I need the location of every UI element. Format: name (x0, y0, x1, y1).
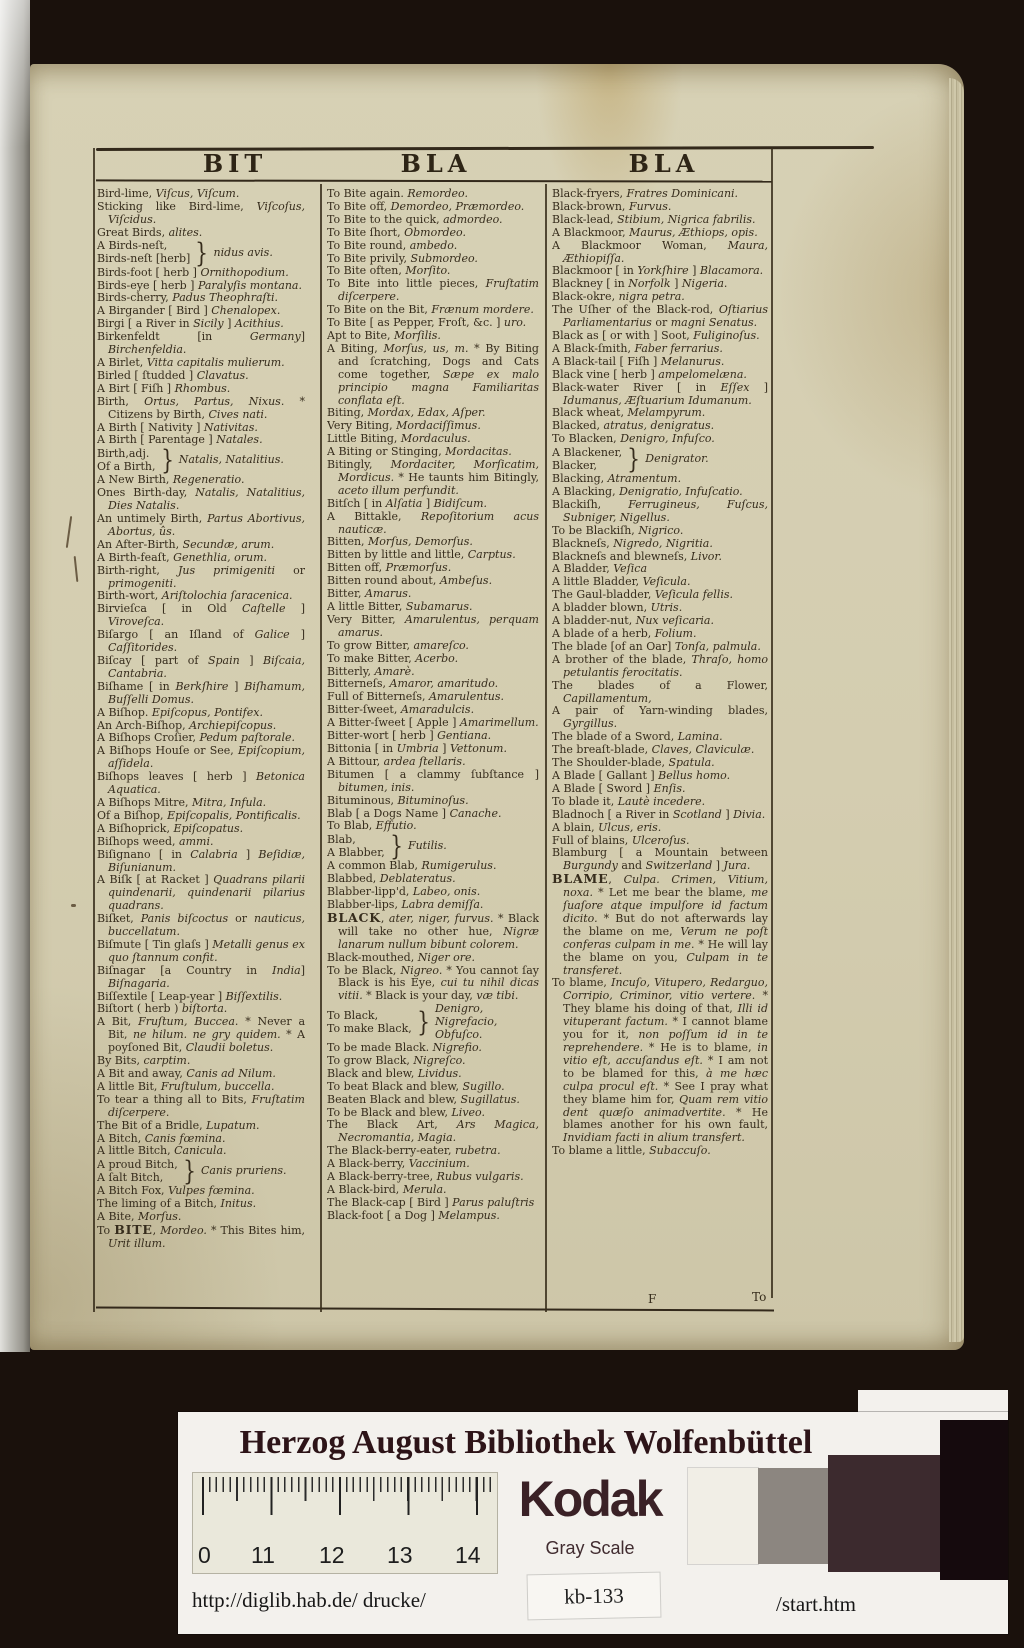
dictionary-entry: A Bit and away, Canis ad Nilum. (97, 1067, 276, 1080)
dictionary-entry: Bitumen [ a clammy ſubſtance ] bitumen, inis. (327, 767, 539, 794)
dictionary-entry: Blackneſs, Nigredo, Nigritia. (552, 536, 713, 550)
dictionary-entry: The breaſt-blade, Claves, Claviculæ. (552, 743, 755, 757)
dictionary-entry: Black wheat, Melampyrum. (552, 406, 706, 420)
dictionary-entry: Black-brown, Furvus. (552, 199, 672, 213)
dictionary-column-2 (327, 188, 539, 1312)
dictionary-entry: Bird-lime, Viſcus, Viſcum. (97, 188, 240, 200)
ruler-major-ticks (202, 1477, 493, 1515)
dictionary-entry: Bitterly, Amarè. (327, 664, 415, 678)
dictionary-entry: A Biſk [ at Racket ] Quadrans pilarii quindenarii, quindenarii pilarius quadrans. (97, 873, 305, 913)
dictionary-entry: Blamburg [ a Mountain between Burgundy and Switzerland ] Jura. (552, 846, 768, 873)
dictionary-entry: Full of blains, Ulceroſus. (552, 833, 690, 847)
dictionary-entry: To blade it, Lautè incedere. (552, 794, 706, 808)
dictionary-entry: Black-lead, Stibium, Nigrica fabrilis. (552, 212, 756, 226)
dictionary-entry: A common Blab, Rumigerulus. (327, 859, 497, 873)
gray-scale-patch-dark (828, 1455, 940, 1572)
dictionary-column-3 (552, 188, 768, 1312)
dictionary-entry: A little Bit, Fruſtulum, buccella. (97, 1079, 275, 1093)
dictionary-entry: Blackmoor [ in Yorkſhire ] Blacamora. (552, 264, 764, 278)
dictionary-entry: To Blacken, Denigro, Infuſco. (552, 432, 715, 446)
dictionary-entry: A Bitter-ſweet [ Apple ] Amarimellum. (327, 716, 539, 730)
dictionary-entry: Apt to Bite, Morſilis. (327, 328, 441, 342)
dictionary-entry: To Bite ſhort, Obmordeo. (327, 225, 466, 239)
dictionary-entry: A Birth [ Nativity ] Nativitas. (97, 420, 258, 434)
dictionary-entry: A Bladder, Veſica (552, 562, 648, 576)
column-divider-1 (320, 184, 322, 1312)
dictionary-entry: The blades of a Flower, Capillamentum, (552, 678, 768, 705)
running-head-bit: BIT (202, 149, 268, 178)
dictionary-entry: Beaten Black and blew, Sugillatus. (327, 1092, 520, 1106)
dictionary-entry: A bladder blown, Utris. (552, 601, 683, 615)
dictionary-entry: A blade of a herb, Folium. (552, 627, 697, 640)
dictionary-entry: Bitingly, Mordaciter, Morſicatim, Mordicus. * He taunts him Bitingly, aceto illum perfundit. (327, 458, 539, 497)
dictionary-entry: A blain, Ulcus, eris. (552, 820, 662, 834)
dictionary-entry: Bitſch [ in Alſatia ] Bidiſcum. (327, 496, 488, 510)
dictionary-entry: Black and blew, Lividus. (327, 1066, 462, 1080)
dictionary-entry: Biſargo [ an Iſland of Galice ] Caſſitorides. (97, 628, 305, 655)
dictionary-entry: Very Bitter, Amarulentus, perquam amarus. (327, 612, 539, 639)
running-head-bla-1: BLA (400, 149, 472, 178)
dictionary-entry: Blacking, Atramentum. (552, 472, 682, 486)
dictionary-entry: Birth-right, Jus primigeniti or primogeniti. (97, 563, 305, 590)
dictionary-entry: A Biting, Morſus, us, m. * By Biting and ſcratching, Dogs and Cats come together, Sæpe ex malo principio magna Familiaritas conflata eſt. (327, 341, 539, 407)
dictionary-entry: A Black-berry-tree, Rubus vulgaris. (327, 1170, 524, 1184)
signature-mark: F (648, 1292, 657, 1306)
dictionary-entry: A brother of the blade, Thraſo, homo petulantis ferocitatis. (552, 652, 768, 679)
dictionary-entry: Bladnoch [ a River in Scotland ] Divia. (552, 807, 766, 821)
dictionary-entry: Little Biting, Mordaculus. (327, 432, 471, 446)
dictionary-entry: Blabber-lipp'd, Labeo, onis. (327, 885, 481, 899)
dictionary-entry: Biſhops weed, ammi. (97, 834, 214, 848)
dictionary-entry: Birds-foot [ herb ] Ornithopodium. (97, 265, 289, 279)
dictionary-entry: Bituminous, Bituminoſus. (327, 793, 469, 807)
dictionary-entry: To Bite round, ambedo. (327, 238, 458, 252)
dictionary-entry: Blackney [ in Norfolk ] Nigeria. (552, 277, 728, 291)
dictionary-entry: A Bit, Fruſtum, Buccea. * Never a Bit, ne hilum. ne gry quidem. * A poyſoned Bit, Claudii boletus. (97, 1015, 305, 1055)
dictionary-entry: To make Bitter, Acerbo. (327, 651, 459, 665)
dictionary-entry: To grow Bitter, amareſco. (327, 638, 469, 652)
dictionary-entry: Birds-eye [ herb ] Paralyſis montana. (97, 278, 302, 292)
dictionary-entry: Biſhame [ in Berkſhire ] Biſhamum, Buſſelli Domus. (97, 679, 305, 706)
dictionary-entry: A little Bladder, Veſicula. (552, 575, 691, 589)
dictionary-entry: To tear a thing all to Bits, Fruſtatim diſcerpere. (97, 1092, 305, 1119)
dictionary-entry-braced: Blab, A Blabber, } Futilis. (327, 831, 447, 863)
dictionary-entry: Ones Birth-day, Natalis, Natalitius, Dies Natalis. (97, 486, 305, 513)
dictionary-entry: A Blade [ Sword ] Enſis. (552, 781, 686, 795)
dictionary-entry: A Black-tail [ Fiſh ] Melanurus. (552, 354, 725, 368)
dictionary-entry: A Blackmoor, Maurus, Æthiops, opis. (552, 225, 758, 239)
kodak-logo: Kodak (518, 1471, 662, 1527)
dictionary-entry: A Bitch, Canis fœmina. (97, 1131, 226, 1145)
dictionary-entry: A Birth-feaſt, Genethlia, orum. (97, 550, 268, 564)
book-page (30, 64, 964, 1350)
start-page-path: /start.htm (776, 1592, 856, 1616)
dictionary-entry: A Biſhop. Epiſcopus, Pontifex. (97, 705, 263, 719)
dictionary-entry: A Biſhoprick, Epiſcopatus. (97, 821, 244, 835)
dictionary-entry: By Bits, carptim. (97, 1054, 191, 1068)
dictionary-entry: To be made Black. Nigrefio. (327, 1041, 482, 1054)
dictionary-entry: Bitter-ſweet, Amaradulcis. (327, 703, 475, 717)
dictionary-entry: A Bite, Morſus. (97, 1210, 182, 1224)
dictionary-entry: A Biting or Stinging, Mordacitas. (327, 445, 512, 459)
dictionary-entry: Biſtort ( herb ) biſtorta. (97, 1002, 228, 1016)
gray-scale-label: Gray Scale (545, 1538, 635, 1558)
ruler-number: 14 (455, 1542, 481, 1568)
dictionary-entry: To be Blackiſh, Nigrico. (552, 523, 684, 537)
dictionary-entry: Blackiſh, Ferrugineus, Fuſcus, Subniger, Nigellus. (552, 497, 768, 524)
dictionary-entry: A Bittakle, Repoſitorium acus nauticæ. (327, 509, 539, 536)
dictionary-entry-braced: A proud Bitch, A ſalt Bitch, } Canis pruriens. (97, 1156, 287, 1188)
library-name: Herzog August Bibliothek Wolfenbüttel (239, 1424, 813, 1461)
library-url: http://diglib.hab.de/ drucke/ (192, 1588, 426, 1612)
dictionary-entry: Biſhops leaves [ herb ] Betonica Aquatica. (97, 770, 305, 797)
dictionary-entry: An Arch-Biſhop, Archiepiſcopus. (97, 718, 277, 732)
dictionary-entry: A Birlet, Vitta capitalis mulierum. (97, 355, 285, 369)
dictionary-entry: To Bite into little pieces, Fruſtatim diſcerpere. (327, 277, 539, 304)
shelfmark-label: kb-133 (528, 1573, 661, 1620)
dictionary-entry: A Black-ſmith, Faber ferrarius. (552, 341, 723, 355)
dictionary-entry: The blade [of an Oar] Tonſa, palmula. (552, 639, 761, 653)
dictionary-entry: A Birth [ Parentage ] Natales. (97, 433, 263, 447)
dictionary-entry: To Bite often, Morſito. (327, 264, 451, 278)
dictionary-entry: A Blackmoor Woman, Maura, Æthiopiſſa. (552, 238, 768, 265)
dictionary-entry: BLAME, Culpa. Crimen, Vitium, noxa. * Let me bear the blame, me ſuaſore atque impulſore id factum dicito. * But do not afterwards lay the blame on me, Verum ne poſt conferas culpam in me. * He will lay the blame on you, Culpam in te transferet. (552, 871, 768, 977)
ruler-number: 13 (387, 1542, 413, 1568)
dictionary-entry-braced: Birth,adj. Of a Birth, } Natalis, Natalitius. (97, 445, 284, 477)
gray-scale-patch-black (940, 1420, 1008, 1580)
dictionary-entry: Bitter, Amarus. (327, 587, 412, 601)
dictionary-entry: Blacked, atratus, denigratus. (552, 419, 715, 433)
dictionary-entry-braced: A Blackener, Blacker, } Denigrator. (552, 444, 709, 476)
dictionary-entry: Bitter-wort [ herb ] Gentiana. (327, 729, 492, 743)
dictionary-entry: Birkenfeldt [in Germany] Birchenfeldia. (97, 330, 305, 357)
dictionary-entry: Very Biting, Mordaciſſimus. (327, 419, 481, 433)
dictionary-entry: Sticking like Bird-lime, Viſcoſus, Viſcidus. (97, 199, 305, 226)
dictionary-entry: To grow Black, Nigreſco. (327, 1053, 466, 1067)
dictionary-entry: A Birgander [ Bird ] Chenalopex. (97, 304, 281, 318)
dictionary-entry: To Bite again. Remordeo. (327, 188, 468, 200)
dictionary-entry: A pair of Yarn-winding blades, Gyrgillus. (552, 704, 768, 731)
measuring-ruler (192, 1472, 498, 1574)
dictionary-entry: To blame a little, Subaccuſo. (552, 1144, 711, 1158)
dictionary-entry: To blame, Incuſo, Vitupero, Redarguo, Corripio, Criminor, vitio vertere. * They blame his doing of that, Illi id vituperant factum. * I cannot blame you for it, non poſſum id in te reprehendere. * He is to blame, in vitio eſt, accuſandus eſt. * I am not to be blamed for this, à me hæc culpa procul eſt. * See I pray what they blame him for, Quam rem vitio dent quæſo animadvertite. * He blames another for his own fault, Invidiam facti in alium transfert. (552, 976, 768, 1145)
dictionary-entry: A little Bitter, Subamarus. (327, 600, 473, 613)
dictionary-entry: To be Black and blew, Liveo. (327, 1105, 485, 1119)
ruler-number: 11 (251, 1542, 275, 1568)
dictionary-entry-braced: A Birds-neſt, Birds-neſt [herb] } nidus avis. (97, 237, 273, 269)
dictionary-entry: Biſket, Panis biſcoctus or nauticus, buccellatum. (97, 912, 305, 939)
dictionary-entry: Blab [ a Dogs Name ] Canache. (327, 806, 502, 820)
dictionary-entry: Biſmute [ Tin glaſs ] Metalli genus ex quo ſtannum confit. (97, 937, 305, 964)
dictionary-entry: Birds-cherry, Padus Theophraſti. (97, 291, 279, 305)
dictionary-entry: The Shoulder-blade, Spatula. (552, 756, 715, 770)
ruler-number: 12 (319, 1542, 345, 1568)
margin-ink-mark (66, 516, 72, 548)
dictionary-entry: Biſignano [ in Calabria ] Beſidiæ, Biſunianum. (97, 847, 305, 874)
text-frame-right-rule (771, 148, 773, 1298)
dictionary-entry: To Blab, Effutio. (327, 819, 417, 833)
dictionary-entry: Black-okre, nigra petra. (552, 290, 685, 304)
dictionary-entry: Blabbed, Deblateratus. (327, 872, 456, 886)
dictionary-entry: Birth, Ortus, Partus, Nixus. * Citizens by Birth, Cives nati. (97, 394, 305, 421)
dictionary-entry: Black-fryers, Fratres Dominicani. (552, 188, 739, 200)
dictionary-entry: To Bite off, Demordeo, Præmordeo. (327, 199, 525, 213)
dictionary-entry: Black-mouthed, Niger ore. (327, 950, 476, 964)
dictionary-entry: A Biſhops Croſier, Pedum paſtorale. (97, 731, 295, 745)
dictionary-entry: BLACK, ater, niger, furvus. * Black will take no other hue, Nigræ lanarum nullum bibunt colorem. (327, 909, 539, 951)
margin-ink-mark (71, 904, 76, 907)
dictionary-entry: The Black-cap [ Bird ] Parus paluſtris (327, 1195, 535, 1209)
dictionary-entry: To Bite on the Bit, Frænum mordere. (327, 303, 534, 317)
dictionary-entry: Birvieſca [ in Old Caſtelle ] Viroveſca. (97, 602, 305, 629)
column-divider-2 (545, 184, 547, 1312)
dictionary-entry: A New Birth, Regeneratio. (97, 473, 245, 487)
text-frame-left-rule (93, 148, 95, 1312)
dictionary-entry: Bitten off, Præmorſus. (327, 561, 452, 575)
dictionary-entry: Blackneſs and blewneſs, Livor. (552, 549, 722, 563)
dictionary-entry: Biſſextile [ Leap-year ] Biſſextilis. (97, 989, 283, 1003)
dictionary-entry: The blade of a Sword, Lamina. (552, 730, 723, 744)
margin-ink-mark (74, 556, 79, 582)
header-rule-bottom (96, 179, 772, 182)
dictionary-entry: To BITE, Mordeo. * This Bites him, Urit illum. (97, 1222, 305, 1250)
dictionary-entry: A little Bitch, Canicula. (97, 1144, 227, 1158)
dictionary-entry: The Bit of a Bridle, Lupatum. (97, 1118, 260, 1132)
ruler-number: 0 (198, 1542, 211, 1568)
dictionary-entry: Blabber-lips, Labra demiſſa. (327, 898, 484, 912)
gray-scale-patch-light (688, 1468, 758, 1564)
dictionary-entry: Black-water River [ in Eſſex ] Idumanus, Æſtuarium Idumanum. (552, 380, 768, 407)
dictionary-entry: A Bitch Fox, Vulpes fœmina. (97, 1184, 255, 1198)
dictionary-entry: The Uſher of the Black-rod, Oſtiarius Parliamentarius or magni Senatus. (552, 303, 768, 330)
dictionary-entry: Bitten round about, Ambeſus. (327, 574, 493, 588)
dictionary-entry: A Bittour, ardea ſtellaris. (327, 754, 466, 768)
dictionary-entry: To be Black, Nigreo. * You cannot ſay Black is his Eye, cui tu nihil dicas vitii. * Black is your day, væ tibi. (327, 963, 539, 1003)
dictionary-entry: Birgi [ a River in Sicily ] Acithius. (97, 317, 284, 331)
dictionary-entry: An untimely Birth, Partus Abortivus, Abortus, ûs. (97, 512, 305, 538)
dictionary-entry: Biting, Mordax, Edax, Aſper. (327, 406, 486, 420)
dictionary-entry: Black vine [ herb ] ampelomelæna. (552, 367, 747, 381)
dictionary-entry: Great Birds, alites. (97, 225, 203, 239)
dictionary-entry: Bitten, Morſus, Demorſus. (327, 535, 473, 549)
dictionary-entry: Biſcay [ part of Spain ] Biſcaia, Cantabria. (97, 654, 305, 680)
dictionary-entry: The Gaul-bladder, Veſicula fellis. (552, 588, 733, 602)
dictionary-entry: Bitten by little and little, Carptus. (327, 548, 516, 562)
dictionary-entry: To beat Black and blew, Sugillo. (327, 1079, 505, 1093)
dictionary-entry: Bittonia [ in Umbria ] Vettonum. (327, 741, 507, 755)
running-head-bla-2: BLA (628, 149, 700, 178)
dictionary-entry: The liming of a Bitch, Initus. (97, 1197, 257, 1211)
gray-scale-patch-gray (758, 1468, 828, 1564)
catchword: To (752, 1290, 767, 1304)
dictionary-entry: The Black-berry-eater, rubetra. (327, 1144, 501, 1158)
dictionary-entry: A bladder-nut, Nux veſicaria. (552, 614, 714, 628)
dictionary-column-1 (97, 188, 305, 1312)
dictionary-entry: A Biſhops Houſe or See, Epiſcopium, aſſidela. (97, 744, 305, 771)
book-page-edges-right (949, 78, 964, 1342)
dictionary-entry: To Bite privily, Submordeo. (327, 251, 478, 265)
dictionary-entry: A Blade [ Gallant ] Bellus homo. (552, 768, 731, 782)
dictionary-entry: Biſnagar [a Country in India] Biſnagaria. (97, 963, 305, 990)
dictionary-entry: Full of Bitterneſs, Amarulentus. (327, 690, 505, 704)
dictionary-entry: Black as [ or with ] Soot, Fuliginoſus. (552, 328, 760, 342)
book-page-edges-left (0, 0, 30, 1352)
dictionary-entry: A Blacking, Denigratio, Infuſcatio. (552, 485, 743, 499)
dictionary-entry: A Birt [ Fiſh ] Rhombus. (97, 381, 231, 395)
dictionary-entry: A Black-bird, Merula. (327, 1182, 447, 1196)
dictionary-entry-braced: To Black, To make Black, } Denigro, Nigrefacio, Obfuſco. (327, 1002, 498, 1042)
dictionary-entry: A Biſhops Mitre, Mitra, Infula. (97, 795, 267, 809)
dictionary-entry: An After-Birth, Secundæ, arum. (97, 537, 275, 551)
dictionary-entry: Of a Biſhop, Epiſcopalis, Pontificalis. (97, 808, 301, 822)
dictionary-entry: The Black Art, Ars Magica, Necromantia, Magia. (327, 1118, 539, 1145)
dictionary-entry: Birth-wort, Ariſtolochia ſaracenica. (97, 589, 293, 603)
dictionary-entry: Bitterneſs, Amaror, amaritudo. (327, 677, 499, 691)
dictionary-entry: To Bite [ as Pepper, Froſt, &c. ] uro. (327, 316, 527, 330)
dictionary-entry: Birled [ ſtudded ] Clavatus. (97, 368, 249, 382)
dictionary-entry: Black-foot [ a Dog ] Melampus. (327, 1208, 500, 1222)
dictionary-entry: A Black-berry, Vaccinium. (327, 1157, 470, 1171)
dictionary-entry: To Bite to the quick, admordeo. (327, 212, 503, 226)
